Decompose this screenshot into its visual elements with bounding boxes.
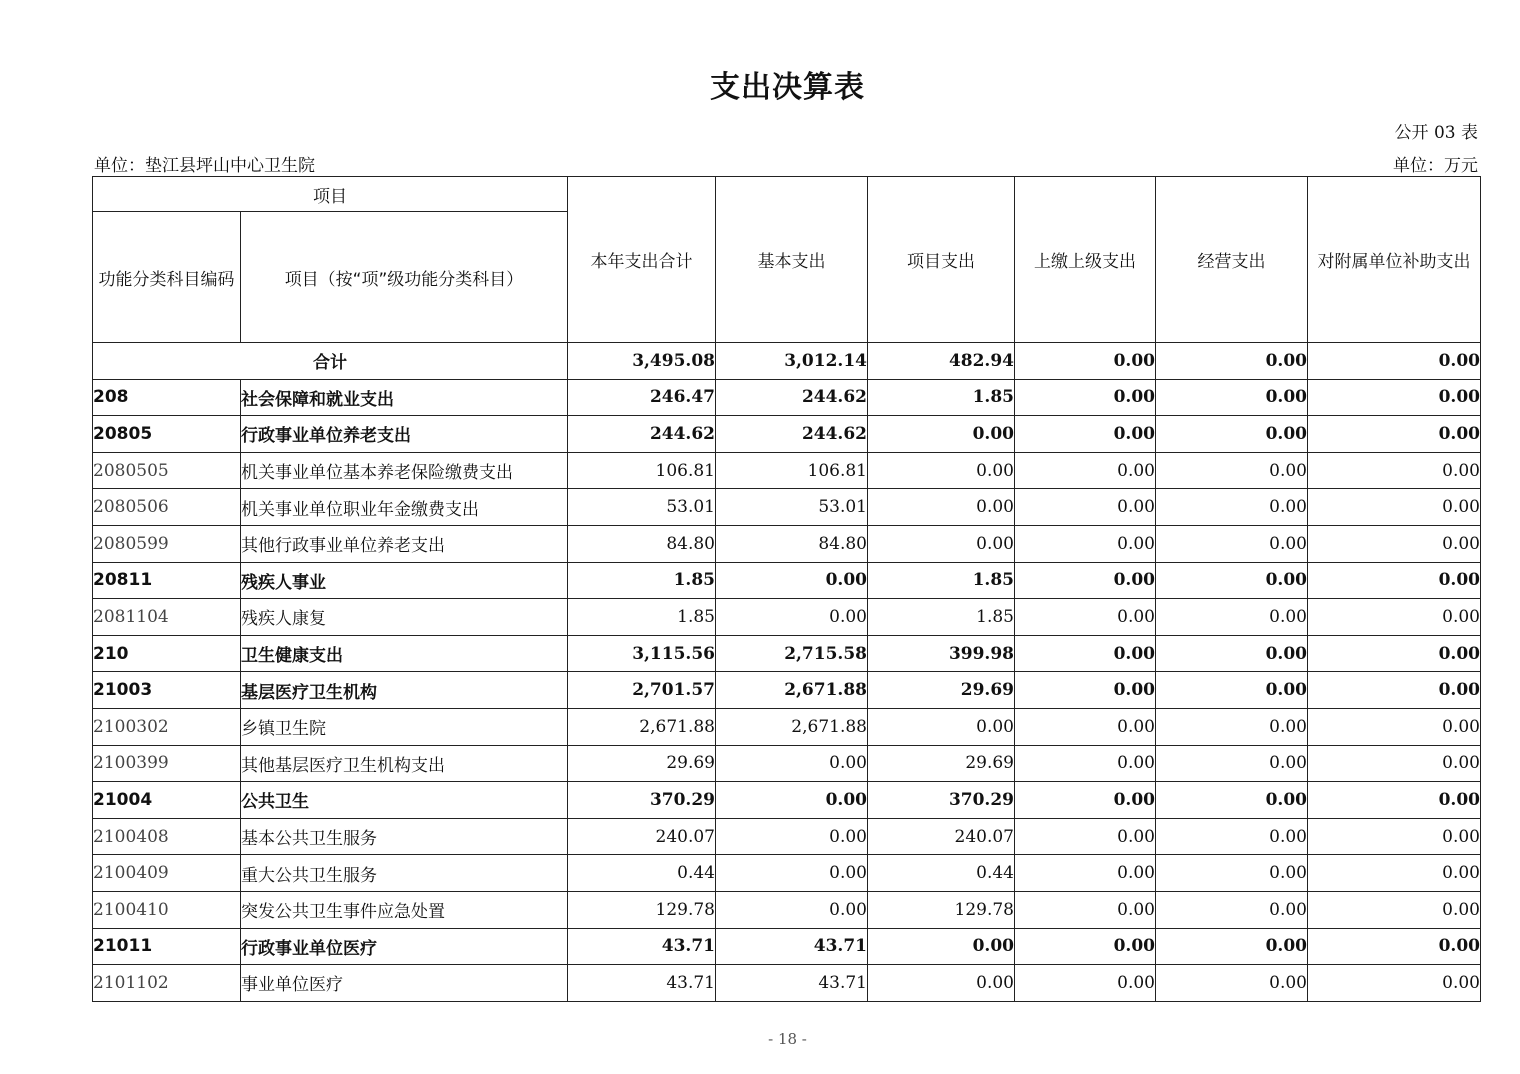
- row-value: 29.69: [868, 672, 1015, 709]
- row-code: 20811: [93, 562, 241, 599]
- total-value: 482.94: [868, 343, 1015, 380]
- row-value: 53.01: [716, 489, 868, 526]
- row-value: 0.00: [1156, 635, 1308, 672]
- row-value: 53.01: [568, 489, 716, 526]
- row-value: 370.29: [868, 782, 1015, 819]
- row-value: 0.44: [868, 855, 1015, 892]
- row-code: 2080506: [93, 489, 241, 526]
- header-project: 项目支出: [868, 177, 1015, 343]
- row-value: 0.00: [1308, 855, 1481, 892]
- row-value: 84.80: [716, 525, 868, 562]
- row-code: 21004: [93, 782, 241, 819]
- row-value: 106.81: [568, 452, 716, 489]
- row-value: 0.00: [1015, 562, 1156, 599]
- row-value: 0.00: [716, 782, 868, 819]
- row-value: 106.81: [716, 452, 868, 489]
- row-value: 0.00: [1015, 379, 1156, 416]
- table-row: [93, 891, 1481, 928]
- row-value: 0.00: [1015, 928, 1156, 965]
- row-value: 0.00: [1308, 489, 1481, 526]
- row-value: 43.71: [568, 965, 716, 1002]
- row-value: 0.00: [1156, 599, 1308, 636]
- row-code: 20805: [93, 416, 241, 453]
- row-name: 重大公共卫生服务: [241, 855, 568, 892]
- total-label: 合计: [93, 343, 568, 380]
- row-name: 残疾人康复: [241, 599, 568, 636]
- row-value: 0.00: [1308, 525, 1481, 562]
- row-name: 乡镇卫生院: [241, 708, 568, 745]
- row-value: 0.00: [1015, 452, 1156, 489]
- row-name: 机关事业单位职业年金缴费支出: [241, 489, 568, 526]
- row-value: 0.00: [868, 489, 1015, 526]
- row-value: 0.00: [1308, 891, 1481, 928]
- table-row: [93, 525, 1481, 562]
- row-code: 2100408: [93, 818, 241, 855]
- table-row: [93, 452, 1481, 489]
- row-value: 0.00: [868, 525, 1015, 562]
- row-value: 0.00: [716, 818, 868, 855]
- row-code: 208: [93, 379, 241, 416]
- row-code: 210: [93, 635, 241, 672]
- row-value: 0.00: [1156, 782, 1308, 819]
- row-value: 0.00: [1015, 855, 1156, 892]
- row-value: 29.69: [568, 745, 716, 782]
- header-name: 项目（按“项”级功能分类科目）: [241, 212, 568, 343]
- row-code: 2100302: [93, 708, 241, 745]
- table-row: [93, 928, 1481, 965]
- row-name: 卫生健康支出: [241, 635, 568, 672]
- row-value: 0.00: [1308, 599, 1481, 636]
- row-value: 0.00: [1156, 965, 1308, 1002]
- row-code: 2100409: [93, 855, 241, 892]
- row-name: 基本公共卫生服务: [241, 818, 568, 855]
- row-value: 2,701.57: [568, 672, 716, 709]
- row-code: 2080599: [93, 525, 241, 562]
- row-value: 0.00: [1308, 672, 1481, 709]
- row-value: 2,671.88: [716, 672, 868, 709]
- row-name: 事业单位医疗: [241, 965, 568, 1002]
- total-row: [93, 343, 1481, 380]
- row-value: 0.00: [1308, 635, 1481, 672]
- row-value: 0.00: [716, 891, 868, 928]
- row-value: 0.00: [868, 928, 1015, 965]
- row-value: 0.00: [1015, 525, 1156, 562]
- row-value: 43.71: [716, 928, 868, 965]
- row-value: 0.00: [1015, 416, 1156, 453]
- total-value: 0.00: [1015, 343, 1156, 380]
- row-name: 其他行政事业单位养老支出: [241, 525, 568, 562]
- form-number: 公开 03 表: [1394, 123, 1478, 143]
- table-row: [93, 562, 1481, 599]
- table-row: [93, 745, 1481, 782]
- header-item: 项目: [93, 177, 568, 212]
- row-name: 社会保障和就业支出: [241, 379, 568, 416]
- row-value: 0.00: [1156, 525, 1308, 562]
- row-value: 0.00: [1156, 708, 1308, 745]
- row-value: 399.98: [868, 635, 1015, 672]
- row-value: 0.00: [1308, 379, 1481, 416]
- row-value: 244.62: [716, 379, 868, 416]
- row-value: 1.85: [568, 562, 716, 599]
- row-value: 43.71: [716, 965, 868, 1002]
- table-row: [93, 965, 1481, 1002]
- row-value: 0.00: [868, 452, 1015, 489]
- row-value: 0.00: [1156, 672, 1308, 709]
- row-value: 0.00: [1015, 599, 1156, 636]
- row-value: 0.00: [1156, 891, 1308, 928]
- row-value: 0.00: [716, 562, 868, 599]
- total-value: 3,495.08: [568, 343, 716, 380]
- row-value: 244.62: [568, 416, 716, 453]
- row-name: 行政事业单位养老支出: [241, 416, 568, 453]
- row-value: 0.00: [1015, 672, 1156, 709]
- total-value: 0.00: [1308, 343, 1481, 380]
- row-value: 244.62: [716, 416, 868, 453]
- table-row: [93, 635, 1481, 672]
- total-value: 0.00: [1156, 343, 1308, 380]
- header-upper: 上缴上级支出: [1015, 177, 1156, 343]
- header-code: 功能分类科目编码: [93, 212, 241, 343]
- row-value: 0.00: [716, 599, 868, 636]
- row-name: 突发公共卫生事件应急处置: [241, 891, 568, 928]
- row-value: 0.00: [1308, 928, 1481, 965]
- row-value: 0.00: [1156, 818, 1308, 855]
- row-value: 0.00: [1308, 745, 1481, 782]
- row-value: 0.00: [716, 745, 868, 782]
- row-value: 0.00: [1308, 965, 1481, 1002]
- row-name: 其他基层医疗卫生机构支出: [241, 745, 568, 782]
- table-row: [93, 416, 1481, 453]
- row-value: 0.00: [1308, 818, 1481, 855]
- row-value: 0.00: [1308, 416, 1481, 453]
- row-value: 0.00: [716, 855, 868, 892]
- row-value: 0.00: [1308, 562, 1481, 599]
- row-code: 21003: [93, 672, 241, 709]
- row-value: 0.00: [1156, 855, 1308, 892]
- row-name: 机关事业单位基本养老保险缴费支出: [241, 452, 568, 489]
- row-value: 0.00: [1015, 818, 1156, 855]
- row-value: 0.00: [1156, 928, 1308, 965]
- unit-currency: 单位：万元: [1393, 156, 1478, 176]
- row-value: 0.00: [1156, 452, 1308, 489]
- row-value: 0.00: [1015, 745, 1156, 782]
- header-total: 本年支出合计: [568, 177, 716, 343]
- table-row: [93, 855, 1481, 892]
- row-value: 0.00: [868, 708, 1015, 745]
- unit-organization: 单位：垫江县坪山中心卫生院: [94, 156, 315, 176]
- row-value: 0.00: [1156, 489, 1308, 526]
- row-value: 1.85: [868, 562, 1015, 599]
- row-code: 2101102: [93, 965, 241, 1002]
- row-value: 2,715.58: [716, 635, 868, 672]
- table-row: [93, 379, 1481, 416]
- row-value: 0.00: [1156, 416, 1308, 453]
- row-value: 0.00: [1308, 708, 1481, 745]
- row-value: 0.00: [868, 965, 1015, 1002]
- row-name: 基层医疗卫生机构: [241, 672, 568, 709]
- row-code: 2100410: [93, 891, 241, 928]
- row-value: 0.00: [1015, 708, 1156, 745]
- header-subsidy: 对附属单位补助支出: [1308, 177, 1481, 343]
- row-value: 0.00: [1156, 745, 1308, 782]
- page-number: - 18 -: [768, 1030, 807, 1048]
- row-name: 残疾人事业: [241, 562, 568, 599]
- row-value: 2,671.88: [568, 708, 716, 745]
- table-row: [93, 708, 1481, 745]
- row-name: 公共卫生: [241, 782, 568, 819]
- row-value: 0.00: [1156, 562, 1308, 599]
- row-value: 370.29: [568, 782, 716, 819]
- table-row: [93, 782, 1481, 819]
- row-value: 129.78: [868, 891, 1015, 928]
- row-value: 0.00: [1156, 379, 1308, 416]
- row-value: 1.85: [868, 379, 1015, 416]
- row-value: 0.44: [568, 855, 716, 892]
- row-value: 1.85: [868, 599, 1015, 636]
- table-row: [93, 672, 1481, 709]
- row-value: 240.07: [568, 818, 716, 855]
- row-value: 0.00: [1015, 635, 1156, 672]
- row-value: 1.85: [568, 599, 716, 636]
- row-value: 129.78: [568, 891, 716, 928]
- row-value: 2,671.88: [716, 708, 868, 745]
- row-value: 43.71: [568, 928, 716, 965]
- row-name: 行政事业单位医疗: [241, 928, 568, 965]
- table-row: [93, 818, 1481, 855]
- total-value: 3,012.14: [716, 343, 868, 380]
- row-value: 0.00: [1015, 489, 1156, 526]
- row-code: 2081104: [93, 599, 241, 636]
- table-row: [93, 599, 1481, 636]
- row-value: 0.00: [1015, 965, 1156, 1002]
- row-value: 29.69: [868, 745, 1015, 782]
- row-value: 0.00: [1308, 782, 1481, 819]
- row-value: 0.00: [1015, 891, 1156, 928]
- row-value: 0.00: [868, 416, 1015, 453]
- header-basic: 基本支出: [716, 177, 868, 343]
- row-value: 84.80: [568, 525, 716, 562]
- row-value: 240.07: [868, 818, 1015, 855]
- row-value: 246.47: [568, 379, 716, 416]
- row-code: 21011: [93, 928, 241, 965]
- row-value: 0.00: [1015, 782, 1156, 819]
- header-business: 经营支出: [1156, 177, 1308, 343]
- row-value: 3,115.56: [568, 635, 716, 672]
- row-code: 2080505: [93, 452, 241, 489]
- row-value: 0.00: [1308, 452, 1481, 489]
- expenditure-table: [92, 176, 1481, 1002]
- table-row: [93, 489, 1481, 526]
- row-code: 2100399: [93, 745, 241, 782]
- page-title: 支出决算表: [710, 70, 865, 105]
